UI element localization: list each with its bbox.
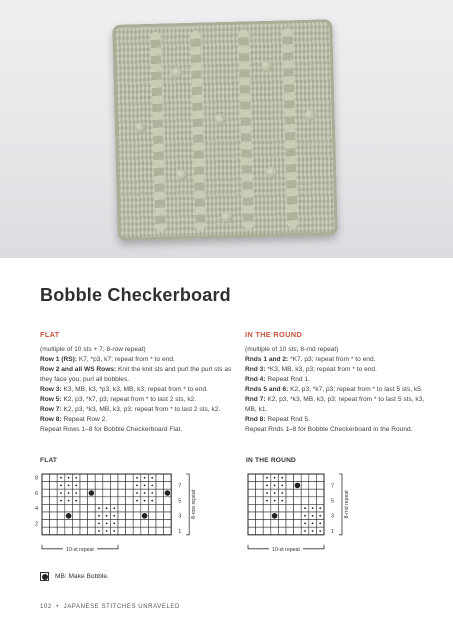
chart-cell — [263, 520, 271, 528]
chart-cell — [80, 489, 88, 497]
chart-cell — [95, 474, 103, 482]
purl-dot — [113, 515, 115, 517]
flat-instruction-line — [40, 365, 235, 385]
chart-cell — [80, 474, 88, 482]
round-row-text: *K7, p3; repeat from * to end. — [288, 356, 376, 363]
chart-cell — [133, 504, 141, 512]
round-row-label: Rnd 8: — [245, 416, 266, 423]
chart-cell — [65, 527, 73, 535]
purl-dot — [60, 485, 62, 487]
purl-dot — [312, 523, 314, 525]
purl-dot — [98, 523, 100, 525]
chart-cell — [248, 520, 256, 528]
chart-cell — [72, 504, 80, 512]
chart-cell — [156, 520, 164, 528]
chart-cell — [80, 504, 88, 512]
purl-dot — [75, 500, 77, 502]
round-instruction-line — [245, 395, 430, 415]
chart-cell — [286, 520, 294, 528]
purl-dot — [304, 507, 306, 509]
chart-cell — [294, 497, 302, 505]
purl-dot — [281, 492, 283, 494]
purl-dot — [151, 492, 153, 494]
chart-cell — [88, 512, 96, 520]
page-number: 102 — [40, 604, 52, 610]
chart-cell — [164, 520, 172, 528]
chart-cell — [294, 504, 302, 512]
purl-dot — [151, 477, 153, 479]
chart-cell — [156, 474, 164, 482]
chart-cell — [148, 512, 156, 520]
right-row-number: 3 — [331, 513, 335, 520]
purl-dot — [113, 507, 115, 509]
chart-cell — [103, 489, 111, 497]
purl-dot — [106, 523, 108, 525]
chart-cell — [148, 520, 156, 528]
chart-cell — [118, 489, 126, 497]
left-row-number: 2 — [34, 521, 38, 528]
round-row-text: K2, p3, *k7, p3; repeat from * to last 5 sts, k5. — [288, 386, 423, 393]
chart-cell — [65, 520, 73, 528]
chart-cell — [42, 520, 50, 528]
purl-dot — [144, 485, 146, 487]
round-row-label: Rnd 3: — [245, 366, 266, 373]
chart-cell — [286, 504, 294, 512]
chart-cell — [316, 497, 324, 505]
purl-dot — [113, 523, 115, 525]
purl-dot — [106, 507, 108, 509]
purl-dot — [304, 515, 306, 517]
book-title: JAPANESE STITCHES UNRAVELED — [63, 604, 180, 610]
chart-cell — [126, 482, 134, 490]
flat-instruction-line — [40, 405, 235, 415]
chart-cell — [294, 512, 302, 520]
chart-cell — [256, 527, 264, 535]
bobble-symbol — [165, 490, 171, 496]
chart-cell — [80, 482, 88, 490]
purl-dot — [281, 485, 283, 487]
purl-dot — [304, 523, 306, 525]
chart-cell — [57, 527, 65, 535]
chart-cell — [256, 482, 264, 490]
purl-dot — [136, 485, 138, 487]
chart-cell — [88, 504, 96, 512]
purl-dot — [151, 500, 153, 502]
chart-cell — [256, 489, 264, 497]
chart-cell — [57, 520, 65, 528]
chart-cell — [42, 527, 50, 535]
purl-dot — [113, 530, 115, 532]
chart-cell — [263, 512, 271, 520]
purl-dot — [266, 492, 268, 494]
chart-cell — [42, 474, 50, 482]
purl-dot — [312, 530, 314, 532]
chart-cell — [50, 482, 58, 490]
purl-dot — [312, 515, 314, 517]
purl-dot — [274, 492, 276, 494]
chart-cell — [309, 474, 317, 482]
chart-cell — [316, 489, 324, 497]
chart-cell — [271, 520, 279, 528]
chart-cell — [126, 489, 134, 497]
purl-dot — [60, 492, 62, 494]
chart-cell — [50, 512, 58, 520]
repeat-bracket — [339, 474, 342, 535]
chart-cell — [286, 474, 294, 482]
flat-instruction-line — [40, 415, 235, 425]
chart-cell — [126, 504, 134, 512]
chart-cell — [156, 482, 164, 490]
flat-row-text: K7, *p3, k7; repeat from * to end. — [77, 356, 175, 363]
flat-instruction-line — [40, 345, 235, 355]
chart-cell — [248, 504, 256, 512]
chart-cell — [248, 474, 256, 482]
chart-cell — [294, 474, 302, 482]
chart-cell — [309, 482, 317, 490]
bobble-symbol — [66, 513, 72, 519]
legend-label: MB: Make Bobble. — [55, 573, 109, 580]
round-instruction-line — [245, 375, 430, 385]
bobble-symbol — [142, 513, 148, 519]
bottom-repeat-label: 10-st repeat — [272, 546, 300, 553]
chart-cell — [118, 504, 126, 512]
chart-cell — [110, 482, 118, 490]
chart-cell — [110, 489, 118, 497]
chart-cell — [50, 497, 58, 505]
chart-cell — [286, 497, 294, 505]
round-row-label: Rnds 1 and 2: — [245, 356, 289, 363]
flat-chart-heading: FLAT — [40, 457, 58, 464]
chart-cell — [95, 482, 103, 490]
chart-cell — [50, 504, 58, 512]
bobble-symbol — [272, 513, 278, 519]
chart-cell — [156, 489, 164, 497]
purl-dot — [266, 477, 268, 479]
chart-cell — [248, 527, 256, 535]
right-row-number: 7 — [178, 483, 182, 490]
chart-cell — [50, 520, 58, 528]
purl-dot — [75, 492, 77, 494]
left-row-number: 8 — [34, 475, 38, 482]
chart-cell — [95, 489, 103, 497]
chart-cell — [103, 482, 111, 490]
flat-heading: FLAT — [40, 330, 60, 339]
chart-cell — [50, 474, 58, 482]
chart-cell — [118, 527, 126, 535]
chart-cell — [263, 504, 271, 512]
round-instruction-line — [245, 425, 430, 435]
purl-dot — [136, 477, 138, 479]
chart-cell — [80, 497, 88, 505]
round-chart — [238, 470, 368, 567]
chart-cell — [301, 489, 309, 497]
chart-cell — [301, 474, 309, 482]
flat-row-text: Repeat Rows 1–8 for Bobble Checkerboard Flat. — [40, 426, 183, 433]
bobble-symbol — [89, 490, 95, 496]
side-repeat-label: 8-row repeat — [191, 489, 198, 519]
purl-dot — [304, 530, 306, 532]
chart-cell — [156, 527, 164, 535]
footer-separator: • — [56, 604, 60, 610]
flat-row-label: Row 3: — [40, 386, 62, 393]
chart-cell — [148, 504, 156, 512]
flat-instruction-line — [40, 385, 235, 395]
chart-cell — [118, 482, 126, 490]
flat-row-label: Row 1 (RS): — [40, 356, 77, 363]
chart-cell — [164, 474, 172, 482]
chart-cell — [294, 489, 302, 497]
round-instruction-line — [245, 345, 430, 355]
flat-row-text: Repeat Row 2. — [61, 416, 108, 423]
chart-cell — [72, 512, 80, 520]
chart-cell — [286, 482, 294, 490]
purl-dot — [319, 523, 321, 525]
chart-cell — [118, 520, 126, 528]
left-row-number: 4 — [34, 506, 38, 513]
chart-cell — [164, 497, 172, 505]
round-row-text: (multiple of 10 sts; 8-rnd repeat) — [245, 346, 339, 353]
chart-cell — [141, 520, 149, 528]
swatch-photo — [0, 0, 453, 258]
chart-cell — [42, 489, 50, 497]
side-repeat-label: 8-rnd repeat — [344, 490, 350, 519]
round-instruction-line — [245, 365, 430, 375]
chart-cell — [133, 520, 141, 528]
flat-chart — [32, 470, 222, 567]
chart-cell — [316, 474, 324, 482]
chart-cell — [80, 527, 88, 535]
chart-cell — [278, 520, 286, 528]
left-row-number: 6 — [34, 490, 38, 497]
chart-cell — [141, 527, 149, 535]
purl-dot — [319, 530, 321, 532]
round-row-text: Repeat Rnd 1. — [265, 376, 310, 383]
chart-cell — [286, 527, 294, 535]
right-row-number: 5 — [178, 498, 182, 505]
chart-cell — [164, 482, 172, 490]
chart-cell — [88, 520, 96, 528]
purl-dot — [106, 530, 108, 532]
chart-cell — [294, 527, 302, 535]
purl-dot — [319, 507, 321, 509]
purl-dot — [75, 485, 77, 487]
flat-row-label: Row 2 and all WS Rows: — [40, 366, 117, 373]
purl-dot — [60, 477, 62, 479]
flat-row-text: Knit the knit sts and purl the purl sts as they face you; purl all bobbles. — [40, 366, 232, 383]
purl-dot — [312, 507, 314, 509]
chart-cell — [278, 504, 286, 512]
chart-cell — [57, 512, 65, 520]
chart-cell — [286, 512, 294, 520]
chart-cell — [164, 512, 172, 520]
round-instruction-line — [245, 415, 430, 425]
chart-cell — [164, 527, 172, 535]
purl-dot — [151, 485, 153, 487]
chart-cell — [95, 497, 103, 505]
right-row-number: 1 — [178, 528, 182, 535]
purl-dot — [68, 500, 70, 502]
purl-dot — [136, 492, 138, 494]
chart-cell — [278, 527, 286, 535]
purl-dot — [98, 515, 100, 517]
chart-cell — [42, 512, 50, 520]
round-instruction-line — [245, 355, 430, 365]
page-title: Bobble Checkerboard — [40, 285, 231, 305]
purl-dot — [98, 507, 100, 509]
chart-cell — [278, 512, 286, 520]
chart-cell — [248, 512, 256, 520]
chart-cell — [148, 527, 156, 535]
purl-dot — [281, 477, 283, 479]
chart-cell — [286, 489, 294, 497]
right-row-number: 7 — [331, 483, 335, 490]
flat-row-text: K3, MB, k3, *p3, k3, MB, k3; repeat from * to end. — [61, 386, 208, 393]
flat-instruction-line — [40, 355, 235, 365]
purl-dot — [144, 492, 146, 494]
bobble-symbol-icon — [40, 572, 49, 581]
chart-cell — [72, 527, 80, 535]
chart-cell — [126, 520, 134, 528]
chart-cell — [141, 504, 149, 512]
chart-cell — [256, 512, 264, 520]
chart-cell — [126, 474, 134, 482]
legend — [40, 572, 109, 581]
flat-instructions — [40, 330, 235, 435]
chart-cell — [80, 512, 88, 520]
round-instruction-line — [245, 385, 430, 395]
chart-cell — [88, 474, 96, 482]
flat-row-label: Row 7: — [40, 406, 62, 413]
flat-row-text: (multiple of 10 sts + 7; 8-row repeat) — [40, 346, 146, 353]
chart-cell — [126, 497, 134, 505]
chart-cell — [294, 520, 302, 528]
bobble-symbol — [295, 483, 301, 489]
chart-cell — [256, 474, 264, 482]
chart-cell — [126, 527, 134, 535]
chart-cell — [248, 497, 256, 505]
chart-cell — [263, 527, 271, 535]
flat-row-text: K2, p3, *k7, p3; repeat from * to last 2 sts, k2. — [61, 396, 197, 403]
chart-cell — [133, 512, 141, 520]
round-chart-heading: IN THE ROUND — [246, 457, 297, 464]
chart-cell — [156, 504, 164, 512]
round-row-label: Rnd 7: — [245, 396, 266, 403]
chart-cell — [42, 482, 50, 490]
purl-dot — [266, 500, 268, 502]
chart-cell — [156, 512, 164, 520]
round-heading: IN THE ROUND — [245, 330, 302, 339]
chart-cell — [88, 527, 96, 535]
chart-cell — [118, 512, 126, 520]
chart-cell — [301, 497, 309, 505]
chart-cell — [88, 482, 96, 490]
chart-cell — [42, 504, 50, 512]
purl-dot — [274, 485, 276, 487]
chart-cell — [118, 474, 126, 482]
chart-cell — [50, 527, 58, 535]
bottom-repeat-label: 10-st repeat — [66, 546, 94, 553]
chart-cell — [42, 497, 50, 505]
purl-dot — [68, 485, 70, 487]
purl-dot — [144, 500, 146, 502]
page-footer — [40, 604, 180, 610]
chart-cell — [80, 520, 88, 528]
purl-dot — [144, 477, 146, 479]
purl-dot — [75, 477, 77, 479]
chart-cell — [88, 497, 96, 505]
chart-cell — [248, 489, 256, 497]
chart-cell — [103, 474, 111, 482]
chart-cell — [57, 504, 65, 512]
round-instructions — [245, 330, 430, 435]
chart-cell — [110, 474, 118, 482]
chart-cell — [156, 497, 164, 505]
knitted-swatch-image — [112, 19, 338, 241]
right-row-number: 3 — [178, 513, 182, 520]
chart-cell — [164, 504, 172, 512]
right-row-number: 1 — [331, 528, 335, 535]
flat-instruction-line — [40, 425, 235, 435]
purl-dot — [319, 515, 321, 517]
purl-dot — [98, 530, 100, 532]
chart-cell — [309, 497, 317, 505]
chart-cell — [65, 504, 73, 512]
purl-dot — [68, 492, 70, 494]
chart-cell — [309, 489, 317, 497]
chart-cell — [256, 520, 264, 528]
purl-dot — [266, 485, 268, 487]
purl-dot — [68, 477, 70, 479]
flat-row-text: K2, p3, *k3, MB, k3, p3; repeat from * to last 2 sts, k2. — [61, 406, 221, 413]
purl-dot — [60, 500, 62, 502]
repeat-bracket — [186, 474, 189, 535]
chart-cell — [301, 482, 309, 490]
chart-cell — [103, 497, 111, 505]
right-row-number: 5 — [331, 498, 335, 505]
chart-cell — [316, 482, 324, 490]
purl-dot — [274, 500, 276, 502]
chart-cell — [72, 520, 80, 528]
round-row-text: Repeat Rnds 1–8 for Bobble Checkerboard in the Round. — [245, 426, 413, 433]
chart-cell — [126, 512, 134, 520]
chart-cell — [248, 482, 256, 490]
round-row-text: K2, p3, *k3, MB, k3, p3; repeat from * to last 5 sts, k3, MB, k1. — [245, 396, 425, 413]
chart-cell — [256, 504, 264, 512]
chart-cell — [118, 497, 126, 505]
round-row-label: Rnds 5 and 6: — [245, 386, 289, 393]
chart-cell — [133, 527, 141, 535]
round-row-text: *K3, MB, k3, p3; repeat from * to end. — [265, 366, 377, 373]
flat-row-label: Row 5: — [40, 396, 62, 403]
chart-cell — [110, 497, 118, 505]
chart-cell — [50, 489, 58, 497]
purl-dot — [136, 500, 138, 502]
flat-instruction-line — [40, 395, 235, 405]
flat-row-label: Row 8: — [40, 416, 62, 423]
round-row-label: Rnd 4: — [245, 376, 266, 383]
chart-cell — [256, 497, 264, 505]
purl-dot — [274, 477, 276, 479]
round-row-text: Repeat Rnd 5. — [265, 416, 310, 423]
purl-dot — [106, 515, 108, 517]
purl-dot — [281, 500, 283, 502]
chart-cell — [271, 527, 279, 535]
chart-cell — [271, 504, 279, 512]
